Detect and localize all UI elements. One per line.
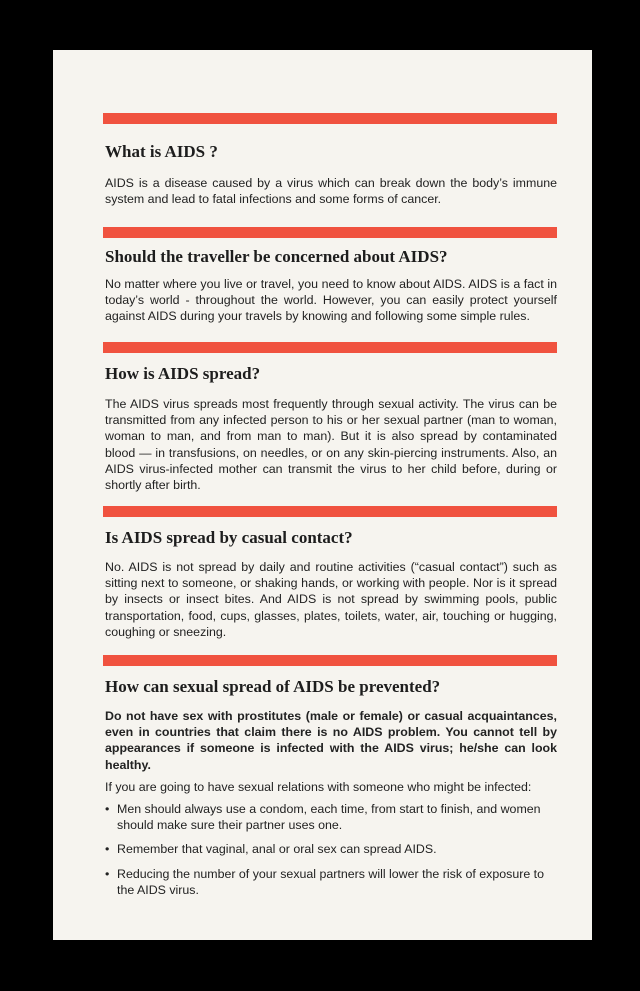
section-divider-bar xyxy=(103,342,557,353)
section-text-what-is-aids: AIDS is a disease caused by a virus which can break down the body’s immune system and lead to fatal infections and some forms of cancer. xyxy=(105,176,557,207)
section-divider-bar xyxy=(103,655,557,666)
bullet-item: • Remember that vaginal, anal or oral sex can spread AIDS. xyxy=(105,841,557,857)
leaflet-page xyxy=(53,50,592,940)
section-text-how-spread: The AIDS virus spreads most frequently through sexual activity. The virus can be transmitted from any infected person to his or her sexual partner (man to woman, woman to man, and from man to man). But it is also spread by contaminated blood — in transfusions, on needles, or on any skin-piercing instruments. Also, an AIDS virus-infected mother can transmit the virus to her child before, during or shortly after birth. xyxy=(105,397,557,493)
section-text-traveller-concern: No matter where you live or travel, you need to know about AIDS. AIDS is a fact in today’s world - throughout the world. However, you can easily protect yourself against AIDS during your travels by knowing and following some simple rules. xyxy=(105,277,557,324)
bullet-item: • Men should always use a condom, each time, from start to finish, and women should make sure their partner uses one. xyxy=(105,801,557,833)
section-divider-bar xyxy=(103,227,557,238)
section-heading-prevention: How can sexual spread of AIDS be prevented? xyxy=(105,677,441,696)
bullet-item: • Reducing the number of your sexual partners will lower the risk of exposure to the AIDS virus. xyxy=(105,866,557,898)
section-text-prevention-warning: Do not have sex with prostitutes (male or female) or casual acquaintances, even in countries that claim there is no AIDS problem. You cannot tell by appearances if someone is infected with the AIDS virus; he/she can look healthy. xyxy=(105,709,557,772)
section-divider-bar xyxy=(103,113,557,124)
section-text-prevention-intro: If you are going to have sexual relations with someone who might be infected: xyxy=(105,780,532,794)
section-divider-bar xyxy=(103,506,557,517)
section-heading-what-is-aids: What is AIDS ? xyxy=(105,142,218,161)
section-heading-casual-contact: Is AIDS spread by casual contact? xyxy=(105,528,353,547)
section-heading-how-spread: How is AIDS spread? xyxy=(105,364,261,383)
section-heading-traveller-concern: Should the traveller be concerned about AIDS? xyxy=(105,247,448,266)
prevention-bullet-list xyxy=(105,801,557,906)
section-text-casual-contact: No. AIDS is not spread by daily and routine activities (“casual contact”) such as sitting next to someone, or shaking hands, or working with people. Nor is it spread by insects or insect bites. And AIDS is not spread by swimming pools, public transportation, food, cups, glasses, plates, toilets, water, air, touching or hugging, coughing or sneezing. xyxy=(105,560,557,639)
